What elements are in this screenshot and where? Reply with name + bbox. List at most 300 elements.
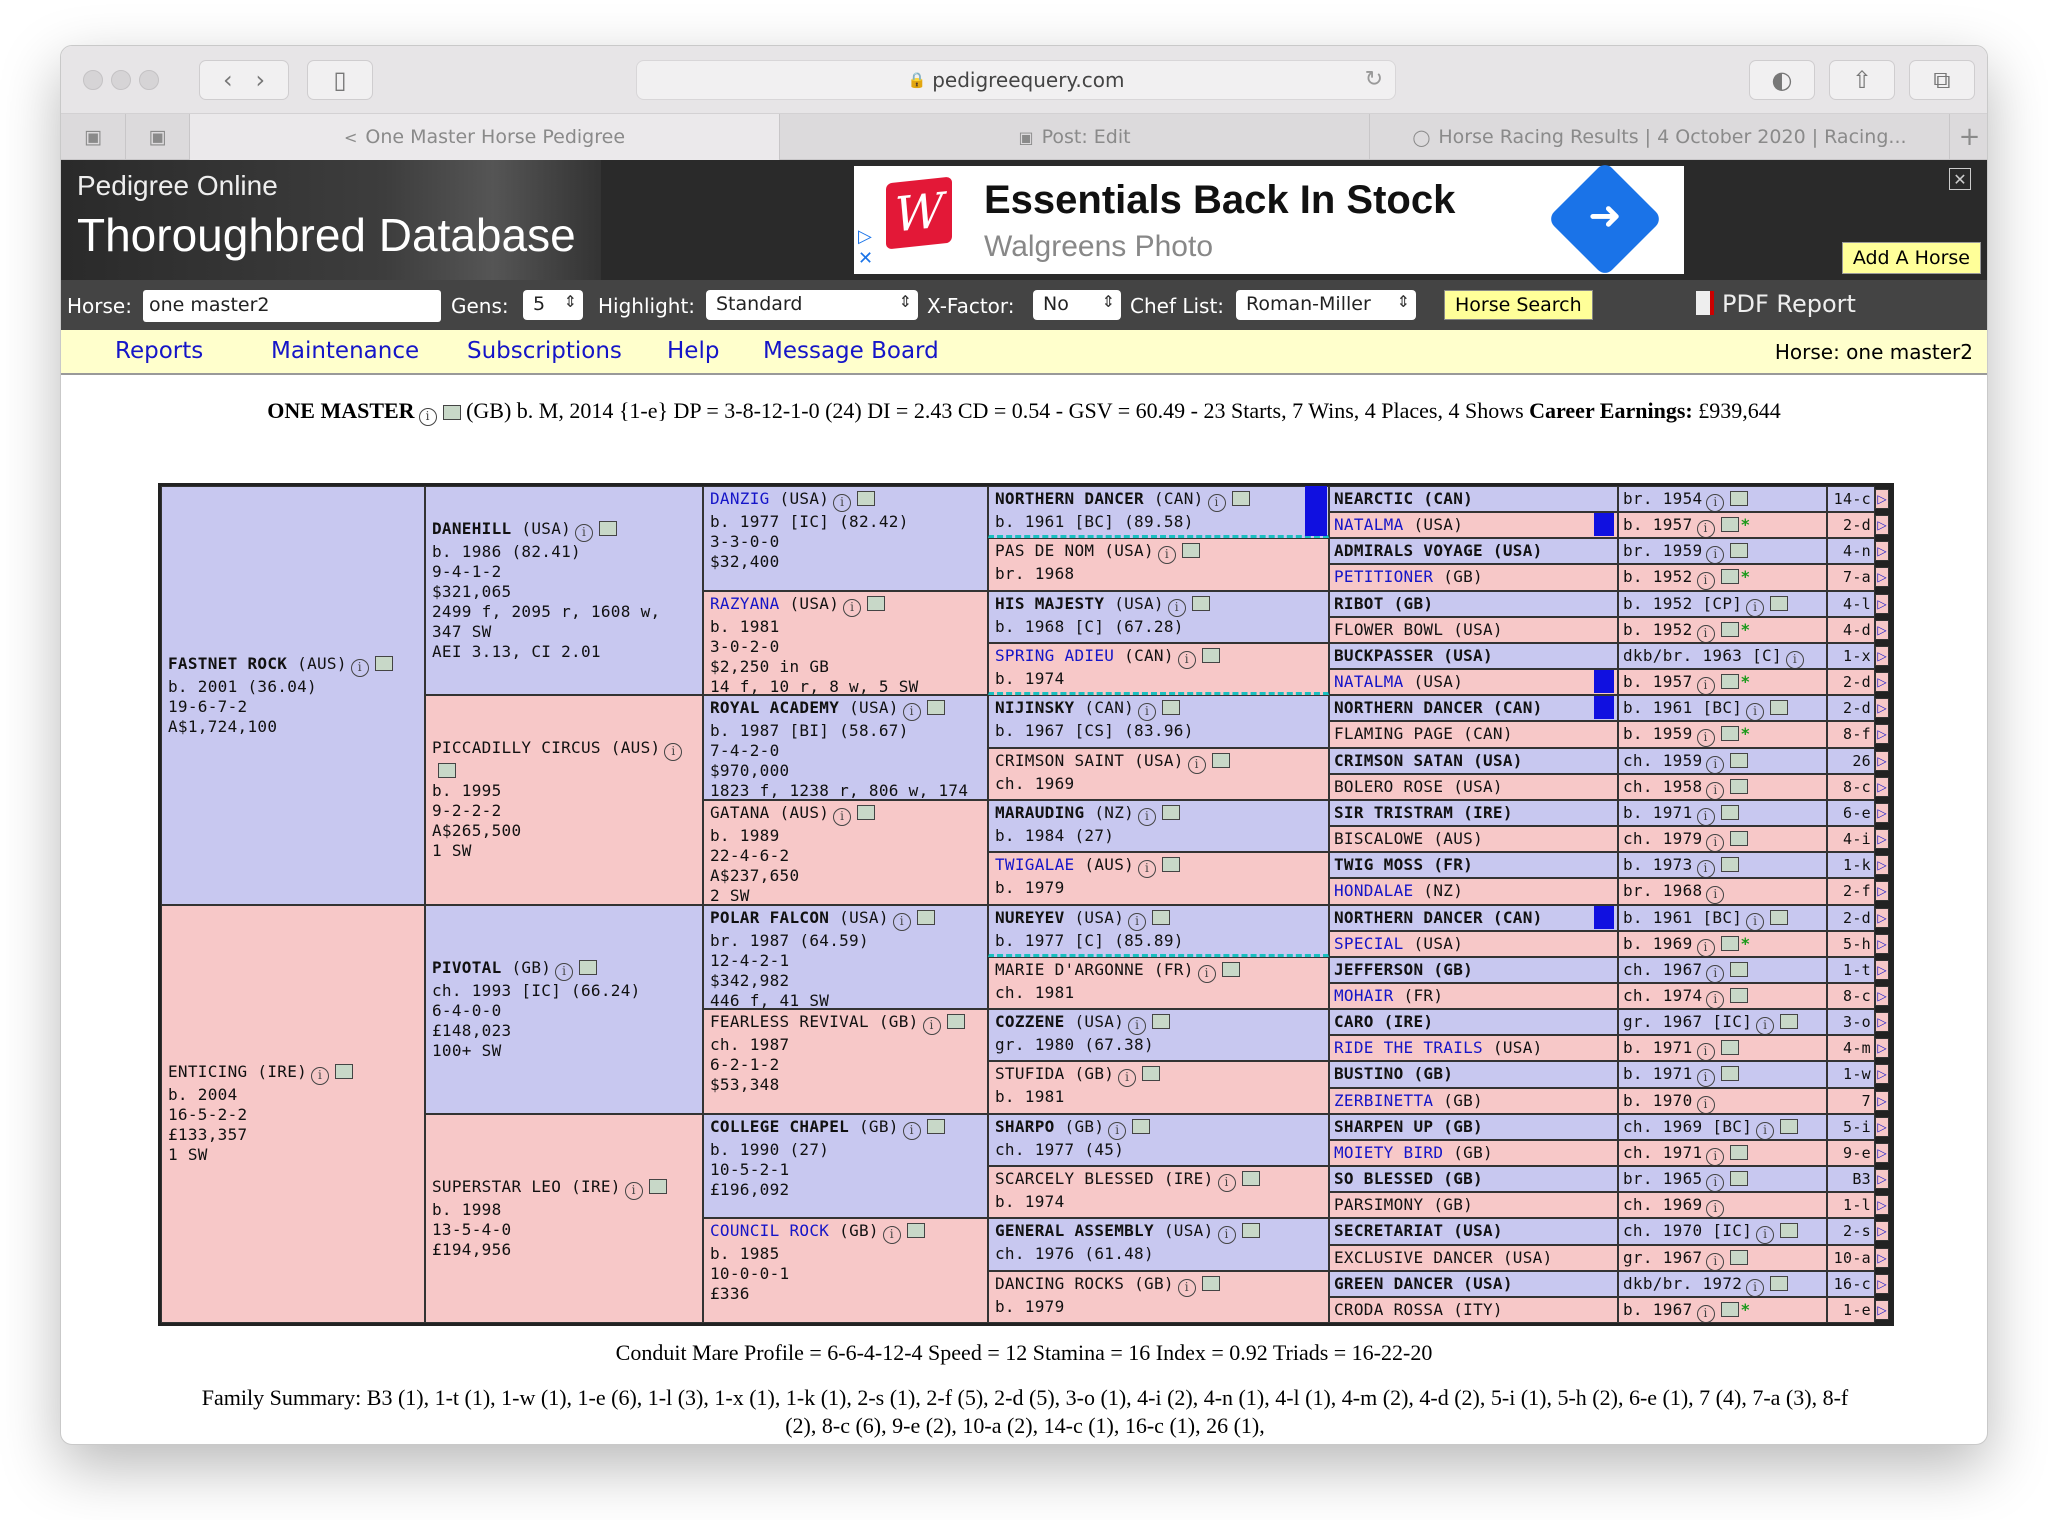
photo-icon[interactable] (443, 405, 461, 420)
horse-detail: £194,956 (432, 1239, 512, 1259)
photo-icon[interactable] (375, 656, 393, 671)
info-icon[interactable]: i (1697, 808, 1715, 826)
horse-name-link[interactable]: SIR TRISTRAM (1334, 802, 1454, 822)
expand-arrow-icon[interactable]: ▷ (1875, 934, 1889, 954)
horse-name-link[interactable]: ZERBINETTA (1334, 1090, 1434, 1110)
horse-name-link[interactable]: MARIE D'ARGONNE (995, 959, 1144, 979)
xfactor-select[interactable] (1033, 290, 1121, 320)
photo-icon[interactable] (1770, 700, 1788, 715)
horse-detail: b. 1987 [BI] (58.67) (710, 721, 909, 741)
privacy-button[interactable] (1749, 60, 1815, 100)
photo-icon[interactable] (1780, 1014, 1798, 1029)
pedigree-info-cell (1618, 1218, 1827, 1244)
photo-icon[interactable] (1730, 988, 1748, 1003)
photo-icon[interactable] (1780, 1223, 1798, 1238)
chevron-left-icon[interactable]: ‹ (222, 66, 233, 94)
pinned-tab-2[interactable] (125, 114, 189, 160)
photo-icon[interactable] (1212, 753, 1230, 768)
pedigree-cell-gen5 (1329, 538, 1618, 564)
info-icon[interactable]: i (833, 808, 851, 826)
photo-icon[interactable] (579, 960, 597, 975)
horse-name-link[interactable]: ADMIRALS VOYAGE (1334, 541, 1483, 561)
info-icon[interactable]: i (1128, 913, 1146, 931)
highlight-select[interactable] (706, 290, 918, 320)
info-icon[interactable]: i (1706, 1200, 1724, 1218)
photo-icon[interactable] (1721, 1066, 1739, 1081)
expand-arrow-icon[interactable]: ▷ (1875, 594, 1889, 614)
photo-icon[interactable] (1182, 543, 1200, 558)
info-icon[interactable]: i (625, 1182, 643, 1200)
photo-icon[interactable] (1721, 1302, 1739, 1317)
photo-icon[interactable] (857, 805, 875, 820)
horse-detail: b. 1979 (995, 878, 1065, 898)
menu-help[interactable]: Help (667, 338, 720, 364)
ad-choices-icon[interactable]: ▷ ✕ (858, 226, 874, 269)
info-icon[interactable]: i (1706, 546, 1724, 564)
horse-name-link[interactable]: POLAR FALCON (710, 907, 830, 927)
info-icon[interactable]: i (1697, 729, 1715, 747)
expand-arrow-icon[interactable]: ▷ (1875, 1274, 1889, 1294)
expand-arrow-icon[interactable]: ▷ (1875, 515, 1889, 535)
info-icon[interactable]: i (575, 524, 593, 542)
menu-reports[interactable]: Reports (115, 338, 204, 364)
info-icon[interactable]: i (1746, 703, 1764, 721)
horse-name-link[interactable]: SUPERSTAR LEO (432, 1176, 562, 1196)
horse-name-link[interactable]: NIJINSKY (995, 698, 1075, 718)
family-number-cell (1827, 1245, 1875, 1271)
pedigree-cell-gen4 (988, 1271, 1329, 1323)
info-icon[interactable]: i (1138, 703, 1156, 721)
horse-name-link[interactable]: RAZYANA (710, 593, 780, 613)
info-icon[interactable]: i (1756, 1226, 1774, 1244)
photo-icon[interactable] (907, 1223, 925, 1238)
info-icon[interactable]: i (903, 1122, 921, 1140)
info-icon[interactable]: i (1786, 651, 1804, 669)
photo-icon[interactable] (1770, 910, 1788, 925)
pedigree-info-cell (1618, 931, 1827, 957)
horse-input[interactable]: one master2 (143, 290, 441, 322)
horse-name-link[interactable]: DANZIG (710, 489, 770, 508)
close-window-button[interactable] (83, 70, 103, 90)
photo-icon[interactable] (1721, 805, 1739, 820)
photo-icon[interactable] (1152, 910, 1170, 925)
info-icon[interactable]: i (1138, 808, 1156, 826)
horse-name-link[interactable]: CRODA ROSSA (1334, 1299, 1444, 1319)
site-logo[interactable] (61, 160, 601, 280)
photo-icon[interactable] (1721, 622, 1739, 637)
photo-icon[interactable] (1202, 648, 1220, 663)
photo-icon[interactable] (1721, 726, 1739, 741)
horse-name-link[interactable]: BUCKPASSER (1334, 645, 1434, 665)
info-icon[interactable]: i (833, 494, 851, 512)
horse-birth-info: b. 1961 [BC] (1623, 907, 1743, 927)
horse-name-link[interactable]: NORTHERN DANCER (995, 489, 1144, 508)
info-icon[interactable]: i (1218, 1226, 1236, 1244)
horse-detail: $970,000 (710, 761, 790, 781)
horse-name-link[interactable]: RIBOT (1334, 593, 1384, 613)
photo-icon[interactable] (1730, 962, 1748, 977)
info-icon[interactable]: i (1756, 1017, 1774, 1035)
new-tab-button[interactable] (1949, 114, 1988, 160)
chevron-right-icon[interactable]: › (255, 66, 266, 94)
photo-icon[interactable] (927, 700, 945, 715)
tab-bar (61, 114, 1987, 160)
info-icon[interactable]: i (1178, 1279, 1196, 1297)
expand-arrow-icon[interactable]: ▷ (1875, 855, 1889, 875)
horse-name-link[interactable]: FASTNET ROCK (168, 653, 288, 673)
chef-list-select[interactable] (1236, 290, 1416, 320)
horse-name-link[interactable]: SCARCELY BLESSED (995, 1169, 1154, 1189)
info-icon[interactable]: i (1706, 782, 1724, 800)
photo-icon[interactable] (1730, 543, 1748, 558)
horse-name-link[interactable]: GREEN DANCER (1334, 1273, 1454, 1293)
horse-name-link[interactable]: RIDE THE TRAILS (1334, 1038, 1483, 1058)
pedigree-cell-gen5 (1329, 983, 1618, 1009)
horse-name-link[interactable]: DANEHILL (432, 519, 512, 539)
horse-name-link[interactable]: BISCALOWE (1334, 829, 1424, 849)
horse-name-link[interactable]: EXCLUSIVE DANCER (1334, 1247, 1493, 1267)
info-icon[interactable]: i (1208, 494, 1226, 512)
pedigree-cell-gen3 (703, 905, 988, 1010)
info-icon[interactable]: i (1706, 1253, 1724, 1271)
expand-arrow-icon[interactable]: ▷ (1875, 960, 1889, 980)
horse-name-link[interactable]: SHARPO (995, 1116, 1055, 1136)
horse-name-link[interactable]: HONDALAE (1334, 881, 1414, 901)
zoom-window-button[interactable] (139, 70, 159, 90)
info-icon[interactable]: i (1697, 1069, 1715, 1087)
info-icon[interactable]: i (1706, 834, 1724, 852)
info-icon[interactable]: i (1706, 965, 1724, 983)
photo-icon[interactable] (1162, 805, 1180, 820)
pedigree-cell-gen5 (1329, 931, 1618, 957)
pedigree-info-cell (1618, 983, 1827, 1009)
horse-name-link[interactable]: NEARCTIC (1334, 489, 1414, 508)
info-icon[interactable]: i (1706, 1148, 1724, 1166)
photo-icon[interactable] (438, 763, 456, 778)
horse-name-link[interactable]: PIVOTAL (432, 957, 502, 977)
share-button[interactable] (1829, 60, 1895, 100)
tab-one-master[interactable] (189, 114, 779, 160)
info-icon[interactable]: i (1706, 1174, 1724, 1192)
photo-icon[interactable] (1162, 857, 1180, 872)
horse-name-link[interactable]: NORTHERN DANCER (1334, 698, 1483, 718)
photo-icon[interactable] (1162, 700, 1180, 715)
info-icon[interactable]: i (1746, 1279, 1764, 1297)
expand-arrow-icon[interactable]: ▷ (1875, 1221, 1889, 1241)
info-icon[interactable]: i (843, 599, 861, 617)
photo-icon[interactable] (1721, 569, 1739, 584)
horse-name-link[interactable]: CRIMSON SAINT (995, 750, 1125, 770)
photo-icon[interactable] (1721, 857, 1739, 872)
add-horse-button[interactable]: Add A Horse (1842, 242, 1981, 274)
photo-icon[interactable] (947, 1014, 965, 1029)
expand-arrow-icon[interactable]: ▷ (1875, 1300, 1889, 1320)
family-number: 1-x (1843, 646, 1871, 665)
horse-name-link[interactable]: JEFFERSON (1334, 959, 1424, 979)
horse-entry (995, 1064, 1322, 1087)
family-number-cell (1827, 695, 1875, 721)
horse-name-link[interactable]: PARSIMONY (1334, 1195, 1424, 1215)
tab-racing-results[interactable] (1369, 114, 1949, 160)
horse-birth-info: br. 1965 (1623, 1169, 1703, 1189)
info-icon[interactable]: i (903, 703, 921, 721)
horse-detail: 22-4-6-2 (710, 845, 790, 865)
expand-arrow-icon[interactable]: ▷ (1875, 541, 1889, 561)
family-number-cell (1827, 1192, 1875, 1218)
info-icon[interactable]: i (1697, 1096, 1715, 1114)
ad-arrow-button[interactable] (1547, 161, 1663, 277)
horse-name-link[interactable]: FLOWER BOWL (1334, 619, 1444, 639)
photo-icon[interactable] (1770, 1276, 1788, 1291)
horse-name-link[interactable]: HIS MAJESTY (995, 593, 1105, 613)
info-icon[interactable]: i (883, 1226, 901, 1244)
close-ad-icon[interactable]: ✕ (1949, 168, 1971, 190)
horse-name-link[interactable]: NORTHERN DANCER (1334, 907, 1483, 927)
horse-name-link[interactable]: SPECIAL (1334, 933, 1404, 953)
info-icon[interactable]: i (311, 1067, 329, 1085)
horse-detail: b. 1968 [C] (67.28) (995, 616, 1184, 636)
photo-icon[interactable] (1730, 831, 1748, 846)
expand-arrow-icon[interactable]: ▷ (1875, 698, 1889, 718)
photo-icon[interactable] (1721, 517, 1739, 532)
info-icon[interactable]: i (1138, 860, 1156, 878)
horse-name-link[interactable]: BOLERO ROSE (1334, 776, 1444, 796)
photo-icon[interactable] (927, 1119, 945, 1134)
horse-name-link[interactable]: CRIMSON SATAN (1334, 750, 1464, 770)
photo-icon[interactable] (857, 491, 875, 506)
tabs-overview-button[interactable] (1909, 60, 1975, 100)
info-icon[interactable]: i (1697, 860, 1715, 878)
horse-birth-info: dkb/br. 1972 (1623, 1273, 1743, 1293)
info-icon[interactable]: i (1706, 886, 1724, 904)
expand-arrow-icon[interactable]: ▷ (1875, 1195, 1889, 1215)
info-icon[interactable]: i (1697, 520, 1715, 538)
horse-name-link[interactable]: GENERAL ASSEMBLY (995, 1221, 1154, 1241)
photo-icon[interactable] (917, 910, 935, 925)
info-icon[interactable]: i (1697, 677, 1715, 695)
pinned-tab-1[interactable] (61, 114, 125, 160)
info-icon[interactable]: i (1697, 939, 1715, 957)
gens-select[interactable] (523, 290, 583, 320)
expand-arrow-icon[interactable]: ▷ (1875, 1117, 1889, 1137)
photo-icon[interactable] (1780, 1119, 1798, 1134)
info-icon[interactable]: i (1706, 756, 1724, 774)
expand-arrow-icon[interactable]: ▷ (1875, 1248, 1889, 1268)
photo-icon[interactable] (1730, 753, 1748, 768)
sidebar-button[interactable] (307, 60, 373, 100)
expand-arrow-icon[interactable]: ▷ (1875, 1038, 1889, 1058)
info-icon[interactable]: i (1118, 1069, 1136, 1087)
horse-name-link[interactable]: ROYAL ACADEMY (710, 698, 840, 718)
photo-icon[interactable] (335, 1064, 353, 1079)
photo-icon[interactable] (1242, 1223, 1260, 1238)
horse-name-link[interactable]: COZZENE (995, 1012, 1065, 1032)
horse-name-link[interactable]: CARO (1334, 1012, 1374, 1032)
photo-icon[interactable] (1222, 962, 1240, 977)
pedigree-info-cell (1618, 486, 1827, 512)
photo-icon[interactable] (1132, 1119, 1150, 1134)
horse-name-link[interactable]: COLLEGE CHAPEL (710, 1116, 850, 1136)
pedigree-cell-gen5 (1329, 852, 1618, 878)
info-icon[interactable]: i (1706, 494, 1724, 512)
horse-name-link[interactable]: ENTICING (168, 1062, 248, 1082)
expand-arrow-icon[interactable]: ▷ (1875, 777, 1889, 797)
info-icon[interactable]: i (1178, 651, 1196, 669)
info-icon[interactable]: i (893, 913, 911, 931)
photo-icon[interactable] (1192, 596, 1210, 611)
photo-icon[interactable] (1242, 1171, 1260, 1186)
horse-name-link[interactable]: FEARLESS REVIVAL (710, 1012, 869, 1032)
horse-country: (USA) (511, 519, 572, 539)
photo-icon[interactable] (599, 521, 617, 536)
expand-arrow-icon[interactable]: ▷ (1875, 724, 1889, 744)
photo-icon[interactable] (1730, 1145, 1748, 1160)
horse-name-link[interactable]: DANCING ROCKS (995, 1273, 1125, 1293)
browser-window (60, 45, 1988, 1445)
expand-arrow-icon[interactable]: ▷ (1875, 489, 1889, 509)
info-icon[interactable]: i (1188, 756, 1206, 774)
horse-name-link[interactable]: COUNCIL ROCK (710, 1221, 830, 1241)
photo-icon[interactable] (1730, 1250, 1748, 1265)
horse-name-link[interactable]: PICCADILLY CIRCUS (432, 738, 601, 758)
expand-arrow-icon[interactable]: ▷ (1875, 1012, 1889, 1032)
back-forward-buttons[interactable] (199, 60, 289, 100)
horse-name-link[interactable]: SECRETARIAT (1334, 1221, 1444, 1241)
horse-name-link[interactable]: GATANA (710, 802, 770, 822)
photo-icon[interactable] (1232, 491, 1250, 506)
expand-arrow-icon[interactable]: ▷ (1875, 803, 1889, 823)
photo-icon[interactable] (649, 1179, 667, 1194)
photo-icon[interactable] (1730, 1171, 1748, 1186)
photo-icon[interactable] (1721, 936, 1739, 951)
horse-country: (GB) (849, 1116, 899, 1136)
pedigree-cell-gen4 (988, 1218, 1329, 1270)
photo-icon[interactable] (867, 596, 885, 611)
expand-arrow-icon[interactable]: ▷ (1875, 1169, 1889, 1189)
horse-name-link[interactable]: PAS DE NOM (995, 541, 1095, 561)
expand-arrow-icon[interactable]: ▷ (1875, 751, 1889, 771)
info-icon[interactable]: i (1108, 1122, 1126, 1140)
tab-post-edit[interactable] (779, 114, 1369, 160)
horse-entry (710, 1221, 981, 1244)
horse-name-link[interactable]: PETITIONER (1334, 567, 1434, 587)
highlight-value: Standard (716, 293, 803, 315)
horse-name-link[interactable]: MOIETY BIRD (1334, 1142, 1444, 1162)
menu-message-board[interactable]: Message Board (763, 338, 939, 364)
expand-arrow-icon[interactable]: ▷ (1875, 908, 1889, 928)
info-icon[interactable]: i (664, 743, 682, 761)
expand-arrow-icon[interactable]: ▷ (1875, 1064, 1889, 1084)
horse-name-link[interactable]: STUFIDA (995, 1064, 1065, 1084)
horse-name-link[interactable]: TWIG MOSS (1334, 855, 1424, 875)
info-icon[interactable]: i (555, 963, 573, 981)
horse-birth-info: ch. 1969 [BC] (1623, 1116, 1753, 1136)
pedigree-cell-gen3 (703, 695, 988, 800)
photo-icon[interactable] (1721, 674, 1739, 689)
photo-icon[interactable] (1202, 1276, 1220, 1291)
info-icon[interactable]: i (1697, 1043, 1715, 1061)
horse-name-link[interactable]: NATALMA (1334, 515, 1404, 535)
expand-arrow-icon[interactable]: ▷ (1875, 567, 1889, 587)
horse-country: (IRE) (247, 1062, 308, 1082)
info-icon[interactable]: i (1746, 599, 1764, 617)
expand-arrow-icon[interactable]: ▷ (1875, 620, 1889, 640)
horse-detail: $53,348 (710, 1075, 780, 1095)
minimize-window-button[interactable] (111, 70, 131, 90)
info-icon[interactable]: i (1198, 965, 1216, 983)
info-icon[interactable]: i (1746, 913, 1764, 931)
horse-search-button[interactable]: Horse Search (1444, 290, 1593, 320)
blogger-icon: ▣ (148, 126, 167, 148)
info-icon[interactable]: i (419, 408, 437, 426)
photo-icon[interactable] (1142, 1066, 1160, 1081)
expand-arrow-icon[interactable]: ▷ (1875, 986, 1889, 1006)
advertisement[interactable] (854, 166, 1684, 274)
info-icon[interactable]: i (1706, 991, 1724, 1009)
horse-name-link[interactable]: MOHAIR (1334, 985, 1394, 1005)
horse-detail: 1823 f, 1238 r, 806 w, 174 (710, 781, 969, 800)
address-bar[interactable] (636, 60, 1396, 100)
horse-birth-info: ch. 1974 (1623, 985, 1703, 1005)
menu-subscriptions[interactable]: Subscriptions (467, 338, 622, 364)
family-number-cell (1827, 983, 1875, 1009)
info-icon[interactable]: i (1756, 1122, 1774, 1140)
horse-entry (995, 1169, 1322, 1192)
info-icon[interactable]: i (1218, 1174, 1236, 1192)
horse-detail: 6-4-0-0 (432, 1000, 502, 1020)
expand-arrow-icon[interactable]: ▷ (1875, 829, 1889, 849)
info-icon[interactable]: i (351, 659, 369, 677)
photo-icon[interactable] (1770, 596, 1788, 611)
info-icon[interactable]: i (1697, 625, 1715, 643)
info-icon[interactable]: i (923, 1017, 941, 1035)
horse-name-link[interactable]: NATALMA (1334, 672, 1404, 692)
horse-name-link[interactable]: TWIGALAE (995, 855, 1075, 875)
menu-maintenance[interactable]: Maintenance (271, 338, 420, 364)
horse-name-link[interactable]: SHARPEN UP (1334, 1116, 1434, 1136)
photo-icon[interactable] (1730, 779, 1748, 794)
reload-icon[interactable]: ↻ (1364, 67, 1383, 92)
info-icon[interactable]: i (1697, 1305, 1715, 1323)
photo-icon[interactable] (1721, 1040, 1739, 1055)
info-icon[interactable]: i (1168, 599, 1186, 617)
info-icon[interactable]: i (1697, 572, 1715, 590)
horse-name-link[interactable]: NUREYEV (995, 907, 1065, 927)
expand-arrow-icon[interactable]: ▷ (1875, 646, 1889, 666)
expand-arrow-icon[interactable]: ▷ (1875, 881, 1889, 901)
expand-arrow-icon[interactable]: ▷ (1875, 1143, 1889, 1163)
horse-name-link[interactable]: SO BLESSED (1334, 1169, 1434, 1189)
info-icon[interactable]: i (1128, 1017, 1146, 1035)
pdf-report-link[interactable] (1696, 290, 1856, 318)
expand-arrow-icon[interactable]: ▷ (1875, 672, 1889, 692)
photo-icon[interactable] (1152, 1014, 1170, 1029)
pedigree-cell-gen5 (1329, 1245, 1618, 1271)
info-icon[interactable]: i (1158, 546, 1176, 564)
horse-birth-info: gr. 1967 [IC] (1623, 1012, 1753, 1032)
horse-birth-info: b. 1952 (1623, 619, 1693, 639)
horse-name-link[interactable]: BUSTINO (1334, 1064, 1404, 1084)
horse-name-link[interactable]: FLAMING PAGE (1334, 724, 1454, 744)
family-number-cell (1827, 748, 1875, 774)
horse-name-link[interactable]: MARAUDING (995, 802, 1085, 822)
photo-icon[interactable] (1730, 491, 1748, 506)
expand-arrow-icon[interactable]: ▷ (1875, 1091, 1889, 1111)
pedigree-cell-gen4 (988, 957, 1329, 1009)
horse-entry (710, 1012, 981, 1035)
horse-name-link[interactable]: SPRING ADIEU (995, 645, 1115, 665)
family-number-cell (1827, 826, 1875, 852)
